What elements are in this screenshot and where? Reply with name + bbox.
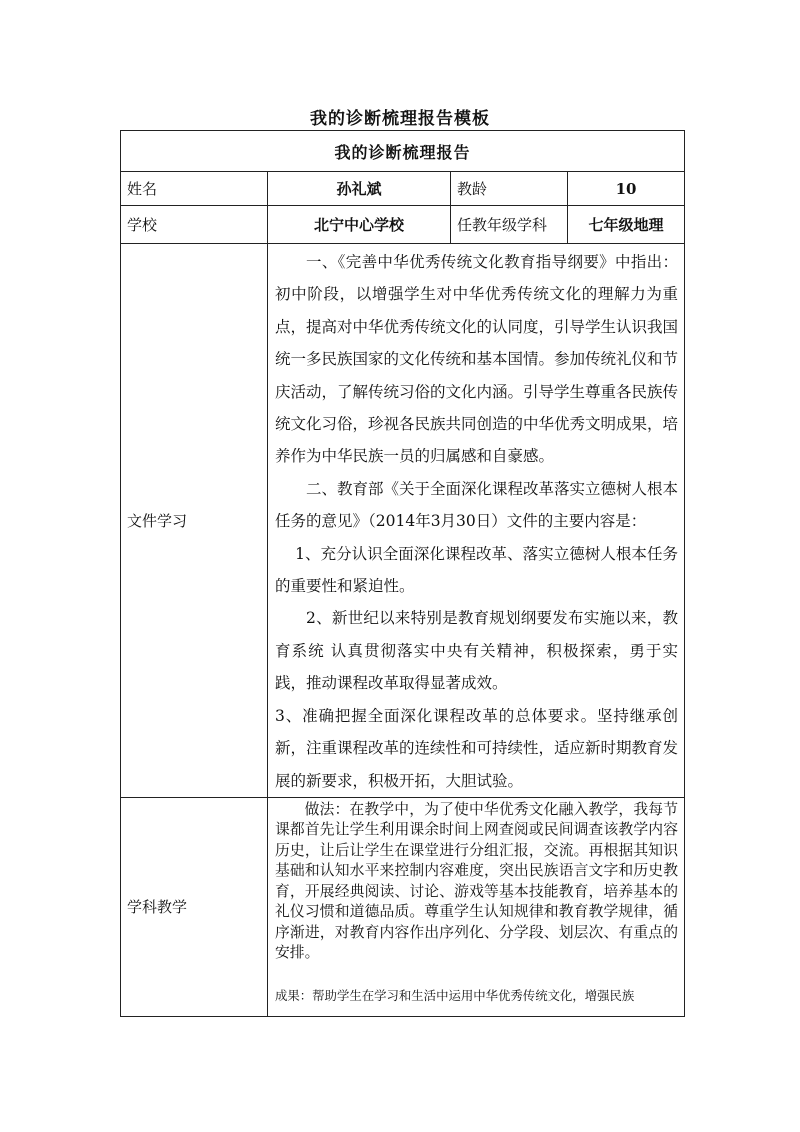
file-study-content bbox=[268, 244, 685, 798]
grade-subject-value: 七年级地理 bbox=[568, 206, 685, 244]
name-value: 孙礼斌 bbox=[268, 172, 451, 206]
report-table bbox=[120, 130, 685, 1017]
document-title: 我的诊断梳理报告模板 bbox=[310, 109, 490, 129]
file-study-label: 文件学习 bbox=[121, 244, 268, 798]
teaching-method-text: 做法：在教学中，为了使中华优秀文化融入教学，我每节课都首先让学生利用课余时间上网查阅或民间调查该教学内容历史，让后让学生在课堂进行分组汇报，交流。再根据其知识基础和认知水平来控制内容难度，突出民族语言文字和历史教育，开展经典阅读、讨论、游戏等基本技能教育，培养基本的礼仪习惯和道德品质。尊重学生认知规律和教育教学规律，循序渐进，对教育内容作出序列化、分学段、划层次、有重点的安排。 bbox=[275, 800, 679, 962]
school-value: 北宁中心学校 bbox=[268, 206, 451, 244]
info-row-name bbox=[121, 172, 685, 206]
teaching-label: 学科教学 bbox=[121, 797, 268, 1016]
file-study-paragraph: 1、充分认识全面深化课程改革、落实立德树人根本任务的重要性和紧迫性。 bbox=[275, 544, 679, 596]
teaching-method-block bbox=[275, 800, 678, 964]
teaching-result-text: 成果：帮助学生在学习和生活中运用中华优秀传统文化，增强民族 bbox=[275, 987, 635, 1003]
grade-subject-label: 任教年级学科 bbox=[451, 206, 568, 244]
teaching-row bbox=[121, 797, 685, 1016]
school-label: 学校 bbox=[121, 206, 268, 244]
report-header: 我的诊断梳理报告 bbox=[121, 131, 685, 172]
file-study-paragraph: 2、新世纪以来特别是教育规划纲要发布实施以来，教育系统 认真贯彻落实中央有关精神，积极探索，勇于实践，推动课程改革取得显著成效。 bbox=[275, 609, 679, 693]
file-study-paragraph: 3、准确把握全面深化课程改革的总体要求。坚持继承创新，注重课程改革的连续性和可持续性，适应新时期教育发展的新要求，积极开拓，大胆试验。 bbox=[275, 706, 679, 790]
teaching-years-value: 10 bbox=[568, 172, 685, 206]
teaching-years-label: 教龄 bbox=[451, 172, 568, 206]
file-study-paragraph: 二、教育部《关于全面深化课程改革落实立德树人根本任务的意见》（2014年3月30日）文件的主要内容是： bbox=[275, 479, 679, 531]
teaching-content bbox=[268, 797, 685, 1016]
name-label: 姓名 bbox=[121, 172, 268, 206]
teaching-result-block bbox=[275, 986, 678, 1006]
info-row-school bbox=[121, 206, 685, 244]
table-header-row bbox=[121, 131, 685, 172]
file-study-row bbox=[121, 244, 685, 798]
file-study-paragraph: 一、《完善中华优秀传统文化教育指导纲要》中指出：初中阶段，以增强学生对中华优秀传统文化的理解力为重点，提高对中华优秀传统文化的认同度，引导学生认识我国统一多民族国家的文化传统和基本国情。参加传统礼仪和节庆活动，了解传统习俗的文化内涵。引导学生尊重各民族传统文化习俗，珍视各民族共同创造的中华优秀文明成果，培养作为中华民族一员的归属感和自豪感。 bbox=[275, 253, 679, 466]
